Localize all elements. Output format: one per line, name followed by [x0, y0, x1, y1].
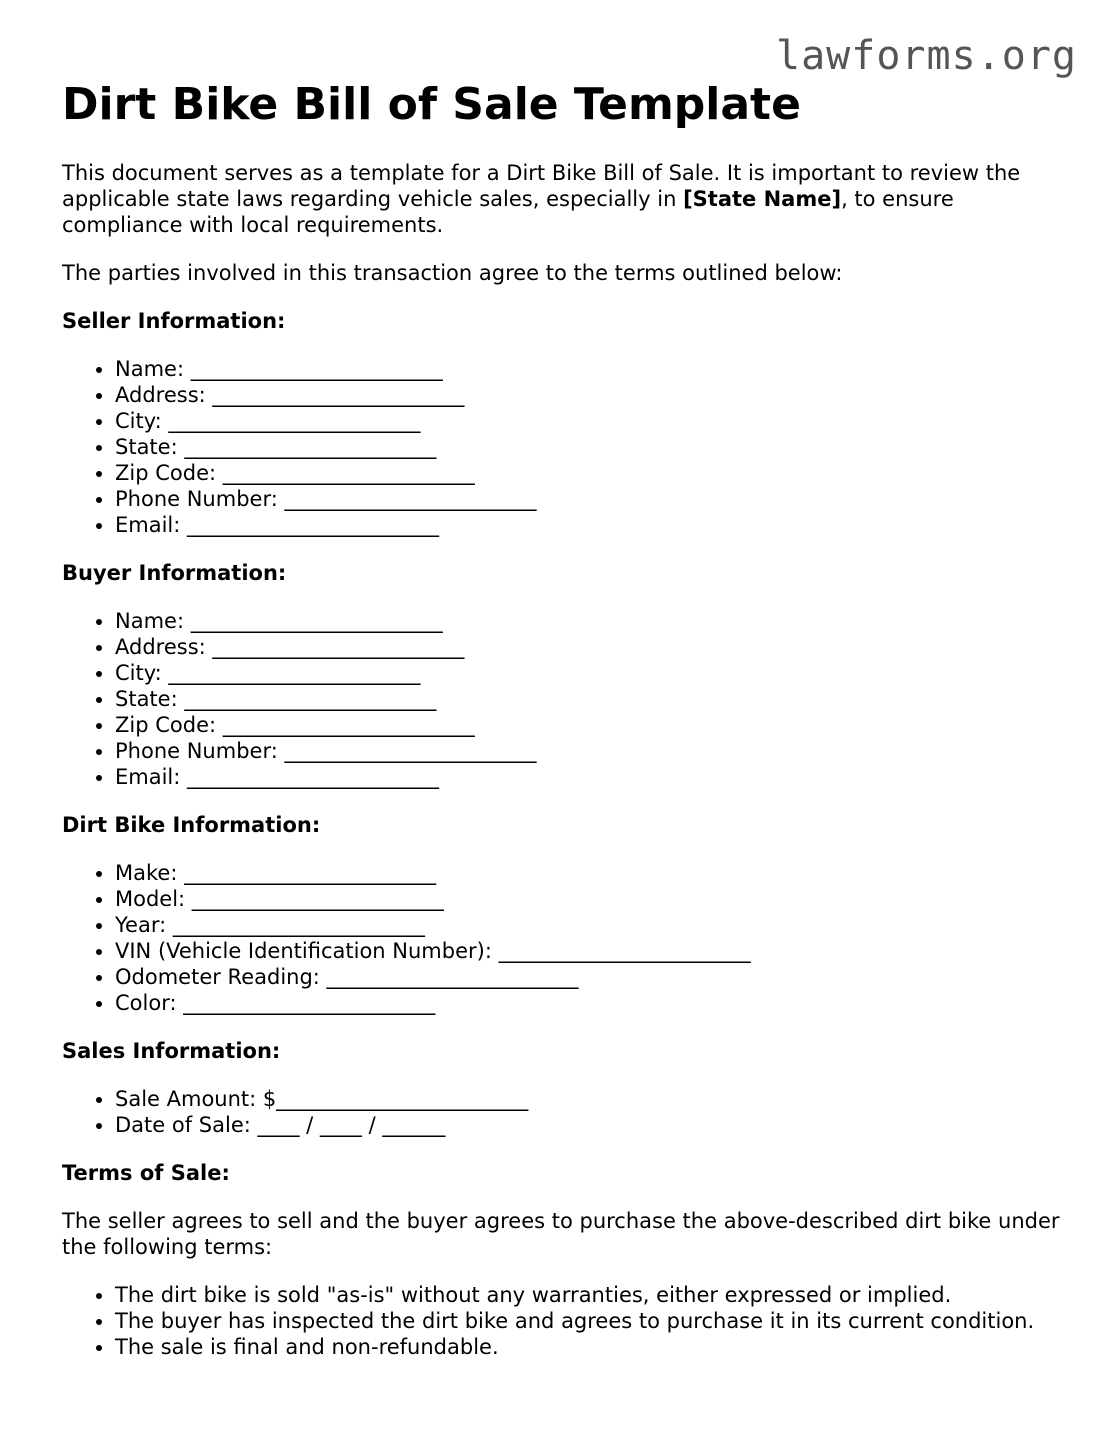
seller-state-field: • State: ________________________ [115, 434, 1062, 460]
intro-text-before: This document serves as a template for a Dirt Bike Bill of Sale. It is important to review the applicable state laws regarding vehicle sales, especially in [62, 161, 1021, 211]
sale-amount-field: • Sale Amount: $________________________ [115, 1086, 1062, 1112]
bike-field-list [62, 860, 1062, 1016]
buyer-address-field: • Address: ________________________ [115, 634, 1062, 660]
sale-date-field: • Date of Sale: ____ / ____ / ______ [115, 1112, 1062, 1138]
bike-year-field: • Year: ________________________ [115, 912, 1062, 938]
terms-item: • The dirt bike is sold "as-is" without any warranties, either expressed or implied. [115, 1282, 1062, 1308]
sales-field-list [62, 1086, 1062, 1138]
seller-email-field: • Email: ________________________ [115, 512, 1062, 538]
buyer-name-field: • Name: ________________________ [115, 608, 1062, 634]
buyer-phone-field: • Phone Number: ________________________ [115, 738, 1062, 764]
bike-make-field: • Make: ________________________ [115, 860, 1062, 886]
seller-name-field: • Name: ________________________ [115, 356, 1062, 382]
document-page [62, 78, 1062, 1360]
bike-color-field: • Color: ________________________ [115, 990, 1062, 1016]
bike-vin-field: • VIN (Vehicle Identification Number): ________________________ [115, 938, 1062, 964]
page-title: Dirt Bike Bill of Sale Template [62, 79, 801, 130]
terms-paragraph: The seller agrees to sell and the buyer agrees to purchase the above-described dirt bike under the following terms: [62, 1209, 1060, 1259]
seller-phone-field: • Phone Number: ________________________ [115, 486, 1062, 512]
terms-item: • The sale is final and non-refundable. [115, 1334, 1062, 1360]
buyer-field-list [62, 608, 1062, 790]
buyer-heading: Buyer Information: [62, 561, 287, 585]
buyer-email-field: • Email: ________________________ [115, 764, 1062, 790]
seller-field-list [62, 356, 1062, 538]
seller-heading: Seller Information: [62, 309, 286, 333]
buyer-city-field: • City: ________________________ [115, 660, 1062, 686]
seller-zip-field: • Zip Code: ________________________ [115, 460, 1062, 486]
buyer-zip-field: • Zip Code: ________________________ [115, 712, 1062, 738]
intro-paragraph [62, 160, 1062, 238]
sales-heading: Sales Information: [62, 1039, 281, 1063]
terms-heading: Terms of Sale: [62, 1161, 230, 1185]
seller-city-field: • City: ________________________ [115, 408, 1062, 434]
intro-text-after: , to ensure compliance with local requirements. [62, 187, 954, 237]
parties-paragraph: The parties involved in this transaction agree to the terms outlined below: [62, 261, 843, 285]
seller-address-field: • Address: ________________________ [115, 382, 1062, 408]
bike-odometer-field: • Odometer Reading: ________________________ [115, 964, 1062, 990]
watermark: lawforms.org [776, 33, 1077, 79]
state-name-placeholder: [State Name] [683, 187, 842, 211]
terms-item: • The buyer has inspected the dirt bike and agrees to purchase it in its current condition. [115, 1308, 1062, 1334]
bike-model-field: • Model: ________________________ [115, 886, 1062, 912]
terms-list [62, 1282, 1062, 1360]
bike-heading: Dirt Bike Information: [62, 813, 321, 837]
buyer-state-field: • State: ________________________ [115, 686, 1062, 712]
